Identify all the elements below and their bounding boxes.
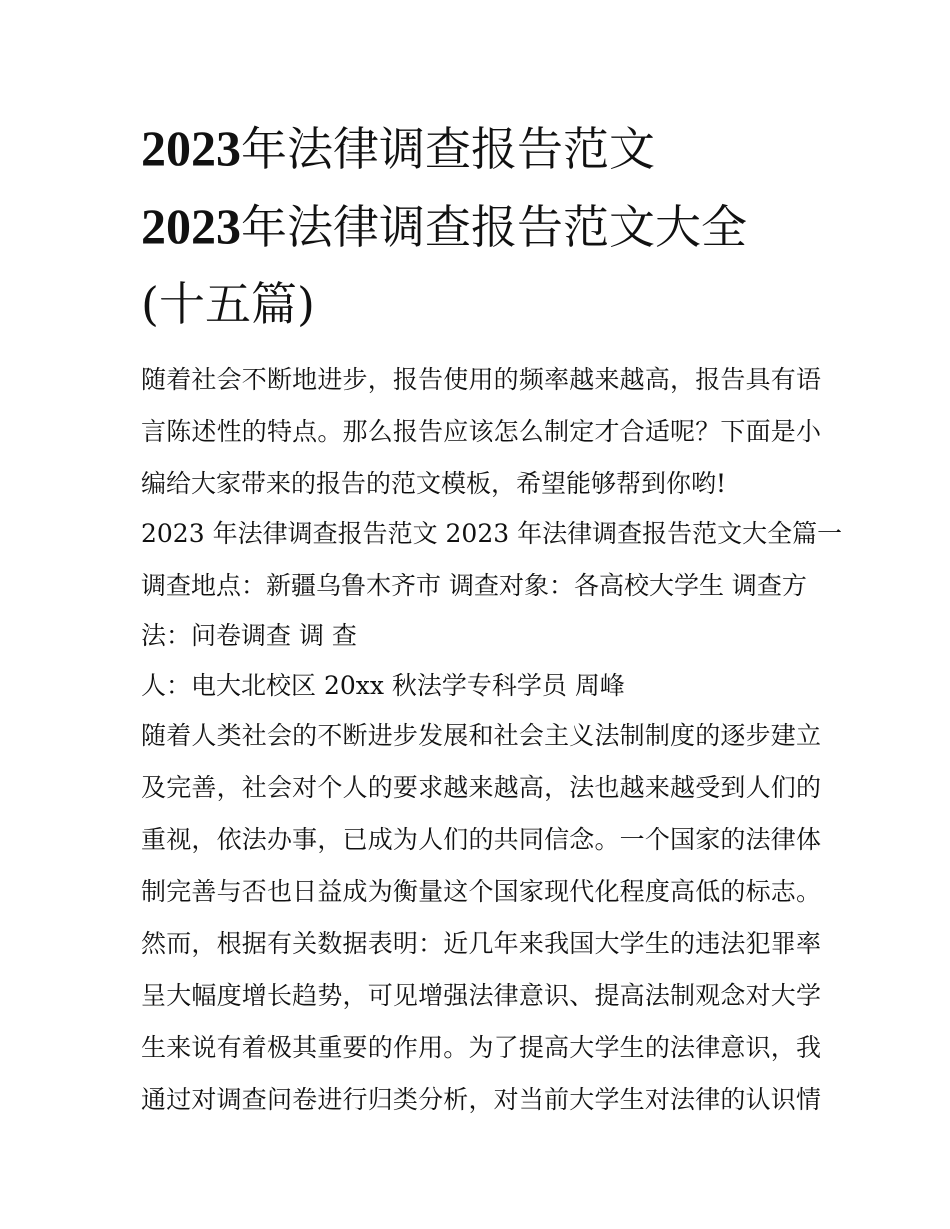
title-text-3: (十五篇) bbox=[141, 277, 315, 331]
body-line: 通过对调查问卷进行归类分析，对当前大学生对法律的认识情 bbox=[141, 1085, 821, 1114]
document-title-line-1 bbox=[141, 122, 821, 175]
body-line: 2023 年法律调查报告范文 2023 年法律调查报告范文大全篇一 bbox=[141, 519, 843, 548]
body-line: 制完善与否也日益成为衡量这个国家现代化程度高低的标志。 bbox=[141, 877, 821, 906]
title-year-2: 2023 bbox=[141, 198, 241, 254]
title-text-2: 年法律调查报告范文大全 bbox=[241, 200, 747, 254]
body-line: 法：问卷调查 调 查 bbox=[141, 621, 357, 650]
title-year-1: 2023 bbox=[141, 120, 241, 176]
document-title-line-3 bbox=[141, 278, 821, 330]
body-line: 调查地点：新疆乌鲁木齐市 调查对象：各高校大学生 调查方 bbox=[141, 571, 807, 600]
body-line: 言陈述性的特点。那么报告应该怎么制定才合适呢？下面是小 bbox=[141, 417, 821, 446]
body-line: 随着人类社会的不断进步发展和社会主义法制制度的逐步建立 bbox=[141, 721, 821, 750]
body-line: 生来说有着极其重要的作用。为了提高大学生的法律意识，我 bbox=[141, 1033, 821, 1062]
body-line: 然而，根据有关数据表明：近几年来我国大学生的违法犯罪率 bbox=[141, 929, 821, 958]
document-title-line-2 bbox=[141, 200, 821, 253]
body-line: 随着社会不断地进步，报告使用的频率越来越高，报告具有语 bbox=[141, 365, 821, 394]
body-line: 呈大幅度增长趋势，可见增强法律意识、提高法制观念对大学 bbox=[141, 981, 821, 1010]
body-line: 人：电大北校区 20xx 秋法学专科学员 周峰 bbox=[141, 671, 625, 700]
body-line: 编给大家带来的报告的范文模板，希望能够帮到你哟! bbox=[141, 469, 727, 498]
body-line: 及完善，社会对个人的要求越来越高，法也越来越受到人们的 bbox=[141, 773, 821, 802]
title-text-1: 年法律调查报告范文 bbox=[241, 122, 655, 176]
body-line: 重视，依法办事，已成为人们的共同信念。一个国家的法律体 bbox=[141, 825, 821, 854]
